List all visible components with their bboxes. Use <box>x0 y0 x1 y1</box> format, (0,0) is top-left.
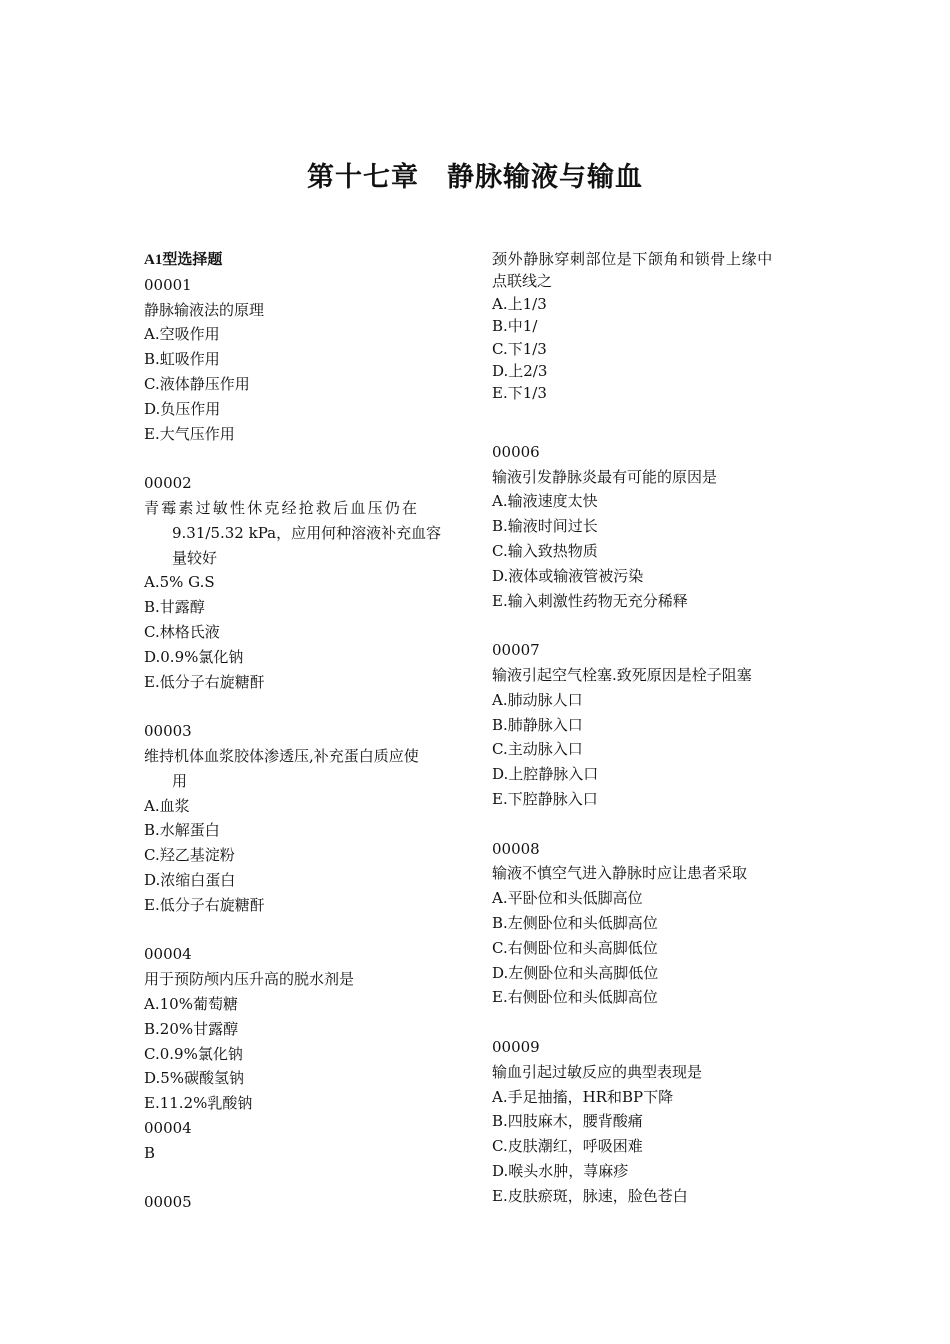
option: E.右侧卧位和头低脚高位 <box>492 988 658 1007</box>
option: C.输入致热物质 <box>492 542 598 561</box>
question-stem-cont: 点联线之 <box>492 272 553 291</box>
question-stem-cont: 量较好 <box>172 548 218 567</box>
option: A.血浆 <box>144 796 190 815</box>
option: D.喉头水肿，荨麻疹 <box>492 1161 629 1180</box>
option: B.中1/ <box>492 317 538 336</box>
option: C.主动脉入口 <box>492 740 583 759</box>
question-stem: 输液引起空气栓塞.致死原因是栓子阻塞 <box>492 666 752 685</box>
option: C.羟乙基淀粉 <box>144 846 235 865</box>
question-stem: 静脉输液法的原理 <box>144 300 265 319</box>
option: D.左侧卧位和头高脚低位 <box>492 963 659 982</box>
question-stem: 用于预防颅内压升高的脱水剂是 <box>144 970 355 989</box>
option: B.甘露醇 <box>144 598 205 617</box>
question-stem: 青霉素过敏性休克经抢救后血压仍在 <box>144 498 420 517</box>
question-id: 00003 <box>144 722 192 741</box>
option: C.液体静压作用 <box>144 374 250 393</box>
question-stem-cont: 用 <box>172 771 188 790</box>
question-stem: 维持机体血浆胶体渗透压,补充蛋白质应使 <box>144 746 419 765</box>
option: C.皮肤潮红，呼吸困难 <box>492 1137 643 1156</box>
option: E.低分子右旋糖酐 <box>144 895 265 914</box>
question-id: 00005 <box>144 1193 192 1212</box>
question-id: 00007 <box>492 641 540 660</box>
option: A.上1/3 <box>492 294 547 313</box>
option: B.左侧卧位和头低脚高位 <box>492 913 658 932</box>
option: C.0.9%氯化钠 <box>144 1044 243 1063</box>
option: D.0.9%氯化钠 <box>144 647 244 666</box>
option: C.右侧卧位和头高脚低位 <box>492 938 658 957</box>
option: B.20%甘露醇 <box>144 1019 239 1038</box>
question-id: 00004 <box>144 945 192 964</box>
right-column <box>492 248 812 1209</box>
question-id: 00008 <box>492 839 540 858</box>
option: A.肺动脉人口 <box>492 690 583 709</box>
question-stem-cont: 9.31/5.32 kPa，应用何种溶液补充血容 <box>172 523 442 542</box>
option: E.皮肤瘀斑，脉速，脸色苍白 <box>492 1186 688 1205</box>
option: A.5% G.S <box>144 573 215 592</box>
option: E.输入刺激性药物无充分稀释 <box>492 591 688 610</box>
option: E.下腔静脉入口 <box>492 790 598 808</box>
option: B.输液时间过长 <box>492 517 598 536</box>
question-id: 00006 <box>492 442 540 461</box>
option: C.林格氏液 <box>144 622 220 641</box>
option: A.10%葡萄糖 <box>144 994 238 1013</box>
question-stem: 颈外静脉穿刺部位是下颌角和锁骨上缘中 <box>492 250 773 268</box>
question-stem: 输液不慎空气进入静脉时应让患者采取 <box>492 864 748 883</box>
option: B.肺静脉入口 <box>492 715 583 734</box>
option: D.上腔静脉入口 <box>492 765 599 784</box>
option: B.水解蛋白 <box>144 821 220 840</box>
option: A.空吸作用 <box>144 325 220 344</box>
option: D.上2/3 <box>492 362 548 381</box>
option: E.大气压作用 <box>144 424 235 443</box>
option: D.5%碳酸氢钠 <box>144 1069 245 1088</box>
question-id: 00009 <box>492 1037 540 1056</box>
option: D.液体或输液管被污染 <box>492 566 644 585</box>
answer-id: 00004 <box>144 1118 192 1137</box>
left-column <box>144 248 464 1215</box>
option: E.低分子右旋糖酐 <box>144 672 265 691</box>
answer: B <box>144 1143 156 1162</box>
option: A.手足抽搐，HR和BP下降 <box>492 1087 674 1106</box>
option: D.浓缩白蛋白 <box>144 870 236 889</box>
option: A.输液速度太快 <box>492 492 598 511</box>
option: C.下1/3 <box>492 339 547 358</box>
option: E.下1/3 <box>492 384 547 403</box>
option: B.四肢麻木，腰背酸痛 <box>492 1112 643 1131</box>
question-id: 00002 <box>144 474 192 493</box>
option: D.负压作用 <box>144 399 221 418</box>
option: A.平卧位和头低脚高位 <box>492 889 643 908</box>
question-stem: 输液引发静脉炎最有可能的原因是 <box>492 467 718 486</box>
section-label: A1型选择题 <box>144 252 223 268</box>
option: B.虹吸作用 <box>144 350 220 369</box>
chapter-title: 第十七章 静脉输液与输血 <box>307 162 643 193</box>
question-stem: 输血引起过敏反应的典型表现是 <box>492 1062 703 1081</box>
question-id: 00001 <box>144 275 192 294</box>
option: E.11.2%乳酸钠 <box>144 1094 253 1113</box>
